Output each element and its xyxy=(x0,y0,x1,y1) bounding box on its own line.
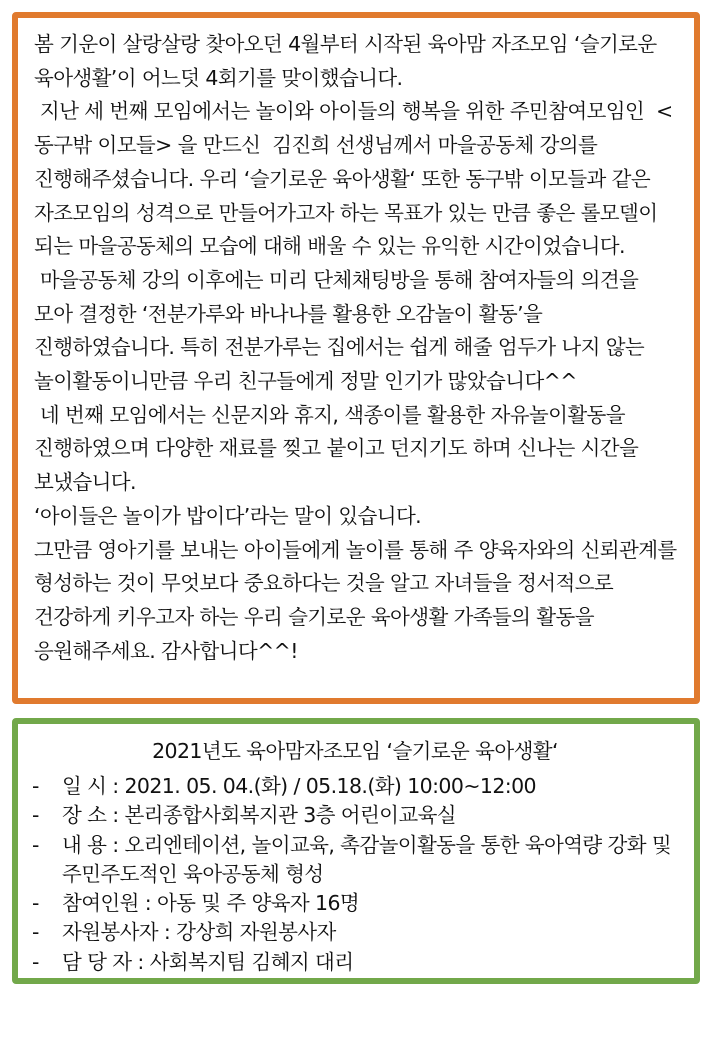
info-item-schedule xyxy=(28,772,682,801)
info-item-volunteers xyxy=(28,918,682,947)
report-paragraph-quote: ‘아이들은 놀이가 밥이다’라는 말이 있습니다. xyxy=(34,503,422,528)
report-paragraph-sensory-play: 마을공동체 강의 이후에는 미리 단체채팅방을 통해 참여자들의 의견을 모아 결정한 ‘전분가루와 바나나를 활용한 오감놀이 활동’을 진행하였습니다. 특히 전분가루는 집에서는 쉽게 해줄 엄두가 나지 않는 놀이활동이니만큼 우리 친구들에게 정말 인기가 많았습니다^^ xyxy=(34,267,651,394)
program-info-title: 2021년도 육아맘자조모임 ‘슬기로운 육아생활‘ xyxy=(152,739,558,763)
report-text-box xyxy=(12,12,700,704)
list-dash: - xyxy=(32,891,39,916)
info-item-text: 참여인원 : 아동 및 주 양육자 16명 xyxy=(62,891,360,916)
info-item-content xyxy=(28,831,682,890)
info-item-text: 자원봉사자 : 강상희 자원봉사자 xyxy=(62,920,336,945)
info-item-text: 일 시 : 2021. 05. 04.(화) / 05.18.(화) 10:00~12:00 xyxy=(62,774,536,798)
info-item-location xyxy=(28,801,682,830)
report-paragraph-fourth-meeting: 네 번째 모임에서는 신문지와 휴지, 색종이를 활용한 자유놀이활동을 진행하였으며 다양한 재료를 찢고 붙이고 던지기도 하며 신나는 시간을 보냈습니다. xyxy=(34,402,645,495)
list-dash: - xyxy=(32,774,39,798)
info-item-manager xyxy=(28,948,682,977)
info-item-text: 내 용 : 오리엔테이션, 놀이교육, 촉감놀이활동을 통한 육아역량 강화 및 주민주도적인 육아공동체 형성 xyxy=(62,832,672,886)
info-item-text: 장 소 : 본리종합사회복지관 3층 어린이교육실 xyxy=(62,803,456,828)
info-item-participants xyxy=(28,889,682,918)
report-paragraph-closing: 그만큼 영아기를 보내는 아이들에게 놀이를 통해 주 양육자와의 신뢰관계를 형성하는 것이 무엇보다 중요하다는 것을 알고 자녀들을 정서적으로 건강하게 키우고자 하는 우리 슬기로운 육아생활 가족들의 활동을 응원해주세요. 감사합니다^^! xyxy=(34,537,683,663)
list-dash: - xyxy=(32,803,39,828)
info-item-text: 담 당 자 : 사회복지팀 김혜지 대리 xyxy=(62,949,354,974)
list-dash: - xyxy=(32,920,39,945)
list-dash: - xyxy=(32,832,39,857)
report-paragraph-intro: 봄 기운이 살랑살랑 찾아오던 4월부터 시작된 육아맘 자조모임 ‘슬기로운 육아생활’이 어느덧 4회기를 맞이했습니다. xyxy=(34,32,663,90)
program-info-box xyxy=(12,718,700,984)
report-paragraph-third-meeting: 지난 세 번째 모임에서는 놀이와 아이들의 행복을 위한 주민참여모임인 <동구밖 이모들> 을 만드신 김진희 선생님께서 마을공동체 강의를 진행해주셨습니다. 우리 ‘슬기로운 육아생활‘ 또한 동구밖 이모들과 같은 자조모임의 성격으로 만들어가고자 하는 목표가 있는 만큼 좋은 롤모델이 되는 마을공동체의 모습에 대해 배울 수 있는 유익한 시간이었습니다. xyxy=(34,99,673,259)
program-info-list xyxy=(28,772,682,977)
list-dash: - xyxy=(32,949,39,974)
